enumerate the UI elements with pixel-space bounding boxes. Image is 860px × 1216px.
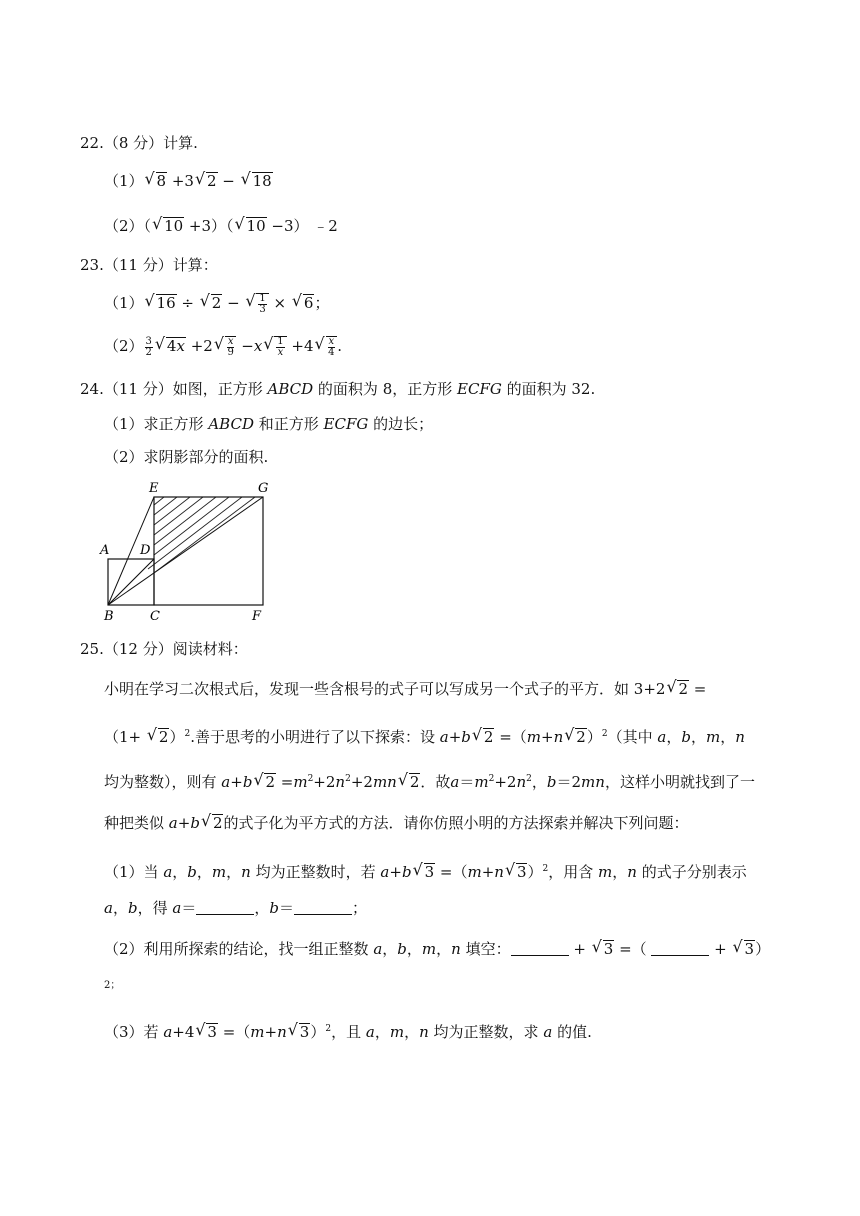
q22-part2: （2）（√ 10 +3）（√ 10 −3） ﹣2: [104, 215, 338, 237]
q22-header: 22.（8 分）计算.: [80, 134, 198, 152]
q25-para-line4: 种把类似 a+b√ 2的式子化为平方式的方法．请你仿照小明的方法探索并解决下列问题：: [104, 812, 689, 834]
label-b: B: [104, 609, 114, 624]
blank-a[interactable]: [196, 900, 254, 915]
q24-p1-abcd: ABCD: [208, 415, 254, 433]
q22-p2-label: （2）: [104, 217, 144, 235]
q22-p1-label: （1）: [104, 172, 144, 190]
label-d: D: [140, 543, 151, 558]
label-c: C: [150, 609, 160, 624]
q25-part2-line1: （2）利用所探索的结论，找一组正整数 a，b，m，n 填空： + √ 3 =（ + √ 3）: [104, 938, 770, 960]
q23-part2: （2） $\frac{3}{2}$ √ 4x +2 √ $\frac{x}{9}$ −x √ $\frac{1}{x}$ +4 √ $\frac{x}{4}$ .: [104, 335, 342, 358]
q25-part2-line2: 2；: [104, 980, 121, 991]
q22-part1: （1）√ 8 +3√ 2 − √ 18: [104, 170, 273, 192]
q25-q2-a: （2）利用所探索的结论，找一组正整数: [104, 940, 369, 958]
q25-para-line3: 均为整数），则有 a+b√ $2 =m^2+2n^2+2mn√$ 2．故$a=m^2+2n^2$，b＝2mn，这样小明就找到了一: [104, 768, 755, 793]
blank-q2-left[interactable]: [511, 941, 569, 956]
q23-p2-label: （2）: [104, 337, 144, 355]
q24-header-post: 的面积为 32.: [506, 380, 596, 398]
q22-p2-tail: ﹣2: [313, 217, 338, 235]
q25-para3-a: 均为整数），则有: [104, 773, 217, 791]
q25-part1-line2: a，b，得 a＝ ，b＝ ；: [104, 899, 367, 917]
q25-para3-c: ，这样小明就找到了一: [604, 773, 755, 791]
label-a: A: [100, 543, 110, 558]
q25-para4-a: 种把类似: [104, 814, 165, 832]
q25-q3-a: （3）若: [104, 1023, 159, 1041]
line-bd: [108, 559, 154, 605]
q25-q1-c: ，用含: [548, 863, 594, 881]
q24-part1: [104, 413, 433, 435]
q24-p1-ecfg: ECFG: [323, 415, 369, 433]
q24-header: [80, 378, 595, 400]
label-e: E: [149, 481, 159, 496]
q25-q3-b: ，且: [331, 1023, 362, 1041]
q25-q1-e: ，得: [137, 899, 168, 917]
q24-header-pre: 24.（11 分）如图，正方形: [80, 380, 263, 398]
q25-q1-a: （1）当: [104, 863, 159, 881]
q24-header-mid: 的面积为 8，正方形: [317, 380, 453, 398]
q24-p1-mid: 和正方形: [258, 415, 319, 433]
q24-p1-pre: （1）求正方形: [104, 415, 204, 433]
q25-para2-d: （其中: [607, 728, 653, 746]
q25-para-line1: 小明在学习二次根式后，发现一些含根号的式子可以写成另一个式子的平方．如 3+2√ 2 =: [104, 678, 706, 700]
q23-p1-label: （1）: [104, 294, 144, 312]
q25-part3: （3）若 a+4√ 3 =（m+n√ 3）$^2$，且 a，m，n 均为正整数，求 a 的值.: [104, 1018, 592, 1043]
q25-para4-b: 的式子化为平方式的方法．请你仿照小明的方法探索并解决下列问题：: [223, 814, 689, 832]
q25-part1-line1: （1）当 a，b，m，n 均为正整数时，若 a+b√ 3 =（m+n√ 3）$^2$，用含 m，n 的式子分别表示: [104, 858, 747, 883]
q25-para1-a: 小明在学习二次根式后，发现一些含根号的式子可以写成另一个式子的平方．如 3+2: [104, 680, 666, 698]
q25-q1-d: 的式子分别表示: [641, 863, 747, 881]
q25-q3-d: 的值.: [557, 1023, 592, 1041]
q25-para2-b: ）: [169, 728, 185, 746]
q23-part1: （1）√ 16 ÷ √ 2 − √ $\frac{1}{3}$ × √ 6；: [104, 292, 329, 315]
q25-q3-c: 均为正整数，求: [433, 1023, 539, 1041]
q24-figure: [98, 478, 278, 624]
q24-ecfg: ECFG: [457, 380, 502, 398]
q25-para2-c: .善于思考的小明进行了以下探索：设: [190, 728, 435, 746]
q23-header: 23.（11 分）计算：: [80, 256, 218, 274]
q25-q2-b: 填空：: [465, 940, 511, 958]
q25-para-line2: （1+ √ 2）$^2$.善于思考的小明进行了以下探索：设 a+b√ 2 =（m+n√ 2）$^2$（其中 a，b，m，n: [104, 723, 745, 748]
q25-para3-b: ．故: [420, 773, 451, 791]
blank-q2-right[interactable]: [651, 941, 709, 956]
q25-q1-b: 均为正整数时，若: [255, 863, 376, 881]
q24-p1-post: 的边长；: [373, 415, 434, 433]
q24-abcd: ABCD: [267, 380, 314, 398]
label-g: G: [258, 481, 269, 496]
blank-b[interactable]: [294, 900, 352, 915]
label-f: F: [252, 609, 262, 624]
q24-part2: （2）求阴影部分的面积.: [104, 448, 269, 466]
q25-header: 25.（12 分）阅读材料：: [80, 640, 248, 658]
